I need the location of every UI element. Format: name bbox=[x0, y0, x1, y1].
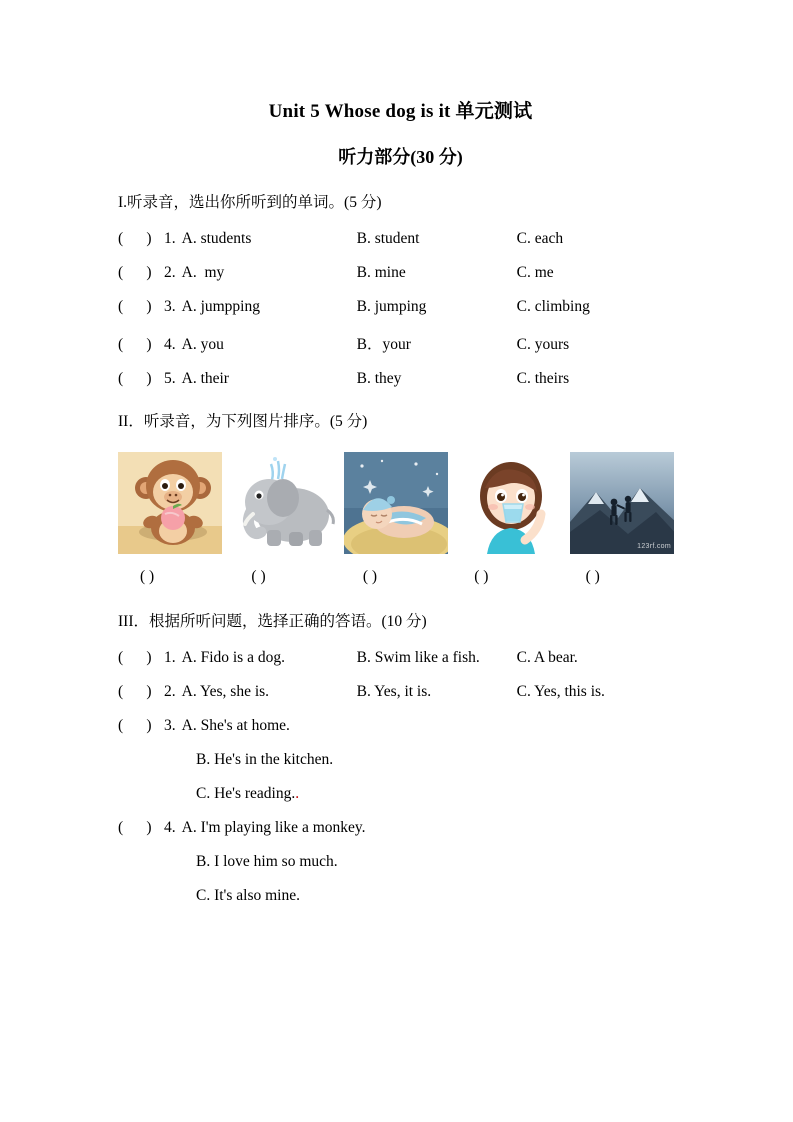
question-row bbox=[118, 819, 683, 837]
option-c: C. theirs bbox=[516, 370, 570, 388]
option-b: B. I love him so much. bbox=[196, 852, 338, 870]
question-row bbox=[118, 649, 683, 667]
option-a: A. I'm playing like a monkey. bbox=[181, 818, 366, 836]
sleeping-baby-image bbox=[344, 452, 448, 554]
question-row bbox=[118, 370, 683, 388]
answer-blank[interactable]: ( ) bbox=[118, 716, 152, 734]
option-a: A. their bbox=[181, 370, 229, 388]
question-number: 4. bbox=[164, 336, 176, 354]
document-content bbox=[118, 96, 683, 905]
page-subtitle: 听力部分(30 分) bbox=[338, 147, 463, 167]
option-a: A. you bbox=[181, 336, 224, 354]
question-number: 2. bbox=[164, 264, 176, 282]
option-b: B. jumping bbox=[356, 298, 427, 316]
option-b: B. He's in the kitchen. bbox=[196, 750, 334, 768]
answer-blank[interactable]: ( ) bbox=[118, 264, 152, 282]
question-row bbox=[118, 332, 683, 354]
section-2-heading: II．听录音，为下列图片排序。(5 分) bbox=[118, 413, 368, 431]
section-1-heading: I.听录音，选出你所听到的单词。(5 分) bbox=[118, 194, 382, 211]
elephant-cartoon-illustration bbox=[231, 452, 335, 554]
option-a: A. students bbox=[181, 230, 252, 248]
question-row bbox=[118, 717, 683, 735]
question-number: 1. bbox=[164, 648, 176, 666]
picture-ordering-row bbox=[118, 452, 683, 554]
answer-blank[interactable]: ( ) bbox=[251, 567, 266, 585]
option-b: B. mine bbox=[356, 264, 406, 282]
page-title: Unit 5 Whose dog is it 单元测试 bbox=[268, 101, 533, 122]
option-a: A. jumpping bbox=[181, 298, 260, 316]
question-row bbox=[118, 298, 683, 316]
option-c: C. It's also mine. bbox=[196, 886, 300, 904]
answer-blank[interactable]: ( ) bbox=[118, 336, 152, 354]
image-watermark: 123rf.com bbox=[637, 542, 671, 550]
mountain-climbers-image bbox=[570, 452, 674, 554]
sleeping-baby-illustration bbox=[344, 452, 448, 554]
elephant-cartoon-image bbox=[231, 452, 335, 554]
girl-drinking-water-illustration bbox=[457, 452, 561, 554]
option-a: A. Yes, she is. bbox=[181, 682, 270, 700]
option-a: A. my bbox=[181, 264, 225, 282]
question-number: 3. bbox=[164, 716, 176, 734]
option-c-text: C. He's reading. bbox=[196, 784, 296, 802]
question-row bbox=[118, 683, 683, 701]
answer-blank[interactable]: ( ) bbox=[118, 298, 152, 316]
option-c: C. yours bbox=[516, 336, 570, 354]
option-a: A. Fido is a dog. bbox=[181, 648, 285, 666]
option-c: C. me bbox=[516, 264, 554, 282]
option-a: A. She's at home. bbox=[181, 716, 290, 734]
picture-answer-brackets bbox=[118, 568, 683, 586]
answer-blank[interactable]: ( ) bbox=[118, 682, 152, 700]
question-row bbox=[118, 264, 683, 282]
question-number: 4. bbox=[164, 818, 176, 836]
section-3-heading: III．根据所听问题，选择正确的答语。(10 分) bbox=[118, 612, 427, 630]
option-c bbox=[118, 785, 683, 803]
answer-blank[interactable]: ( ) bbox=[118, 818, 152, 836]
answer-blank[interactable]: ( ) bbox=[118, 648, 152, 666]
option-b: B．your bbox=[356, 336, 411, 354]
question-number: 2. bbox=[164, 682, 176, 700]
red-mark: . bbox=[295, 784, 300, 802]
option-c: C. each bbox=[516, 230, 564, 248]
question-number: 1. bbox=[164, 230, 176, 248]
option-b: B. Swim like a fish. bbox=[356, 648, 480, 666]
option-c: C. climbing bbox=[516, 298, 590, 316]
answer-blank[interactable]: ( ) bbox=[585, 567, 600, 585]
option-b: B. they bbox=[356, 370, 402, 388]
answer-blank[interactable]: ( ) bbox=[140, 567, 155, 585]
answer-blank[interactable]: ( ) bbox=[118, 370, 152, 388]
option-b: B. Yes, it is. bbox=[356, 682, 432, 700]
answer-blank[interactable]: ( ) bbox=[474, 567, 489, 585]
question-row bbox=[118, 230, 683, 248]
girl-drinking-water-image bbox=[457, 452, 561, 554]
option-b: B. student bbox=[356, 230, 420, 248]
answer-blank[interactable]: ( ) bbox=[362, 567, 378, 585]
question-number: 5. bbox=[164, 370, 176, 388]
monkey-cartoon-illustration bbox=[118, 452, 222, 554]
option-c: C. Yes, this is. bbox=[516, 682, 605, 700]
answer-blank[interactable]: ( ) bbox=[118, 230, 152, 248]
mountain-climbers-illustration bbox=[570, 452, 674, 554]
question-number: 3. bbox=[164, 298, 176, 316]
option-c: C. A bear. bbox=[516, 648, 578, 666]
monkey-cartoon-image bbox=[118, 452, 222, 554]
